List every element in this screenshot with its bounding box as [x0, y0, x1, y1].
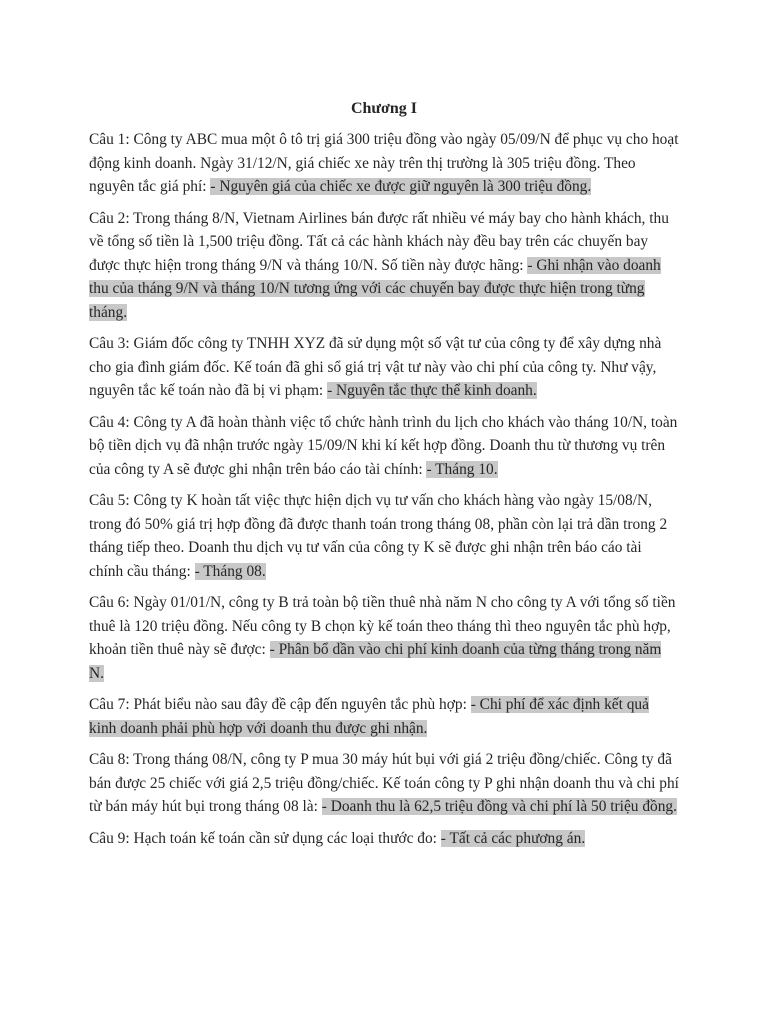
question-text: Câu 5: Công ty K hoàn tất việc thực hiện dịch vụ tư vấn cho khách hàng vào ngày 15/08/N, trong đó 50% giá trị hợp đồng đã được thanh toán trong tháng 08, phần còn lại trả dần trong 2 tháng tiếp theo. Doanh thu dịch vụ tư vấn của công ty K sẽ được ghi nhận trên báo cáo tài chính cầu tháng: — [89, 492, 668, 580]
answer-highlight: - Tất cả các phương án. — [440, 829, 586, 847]
question-text: Câu 2: Trong tháng 8/N, Vietnam Airlines bán được rất nhiều vé máy bay cho hành khách, thu về tổng số tiền là 1,500 triệu đồng. Tất cả các hành khách này đều bay trên các chuyến bay được thực hiện trong tháng 9/N và tháng 10/N. Số tiền này được hãng: — [89, 209, 669, 274]
answer-highlight: - Chi phí để xác định kết quả kinh doanh phải phù hợp với doanh thu được ghi nhận. — [89, 696, 649, 737]
question-1 — [89, 128, 679, 199]
question-5 — [89, 489, 679, 583]
question-7 — [89, 693, 679, 740]
question-6 — [89, 591, 679, 685]
answer-highlight: - Nguyên giá của chiếc xe được giữ nguyên là 300 triệu đồng. — [210, 178, 592, 195]
answer-highlight: - Tháng 08. — [194, 562, 266, 580]
question-text: Câu 1: Công ty ABC mua một ô tô trị giá 300 triệu đồng vào ngày 05/09/N để phục vụ cho hoạt động kinh doanh. Ngày 31/12/N, giá chiếc xe này trên thị trường là 305 triệu đồng. Theo nguyên tắc giá phí: — [89, 131, 679, 195]
question-9 — [89, 827, 679, 851]
question-text: Câu 8: Trong tháng 08/N, công ty P mua 30 máy hút bụi với giá 2 triệu đồng/chiếc. Công ty đã bán được 25 chiếc với giá 2,5 triệu đồng/chiếc. Kế toán công ty P ghi nhận doanh thu và chi phí từ bán máy hút bụi trong tháng 08 là: — [89, 751, 679, 815]
question-list — [89, 128, 679, 858]
question-8 — [89, 748, 679, 819]
answer-highlight: - Tháng 10. — [426, 460, 498, 478]
question-text: Câu 3: Giám đốc công ty TNHH XYZ đã sử dụng một số vật tư của công ty để xây dựng nhà cho gia đình giám đốc. Kế toán đã ghi sổ giá trị vật tư này vào chi phí của công ty. Như vậy, nguyên tắc kế toán nào đã bị vi phạm: — [89, 335, 662, 399]
question-3 — [89, 332, 679, 403]
question-text: Câu 9: Hạch toán kế toán cần sử dụng các loại thước đo: — [89, 829, 441, 847]
question-text: Câu 6: Ngày 01/01/N, công ty B trả toàn bộ tiền thuê nhà năm N cho công ty A với tổng số tiền thuê là 120 triệu đồng. Nếu công ty B chọn kỳ kế toán theo tháng thì theo nguyên tắc phù hợp, khoản tiền thuê này sẽ được: — [89, 594, 676, 658]
answer-highlight: - Nguyên tắc thực thể kinh doanh. — [327, 382, 537, 399]
question-4 — [89, 411, 679, 482]
question-2 — [89, 207, 679, 325]
question-text: Câu 7: Phát biểu nào sau đây đề cập đến nguyên tắc phù hợp: — [89, 696, 471, 713]
answer-highlight: - Doanh thu là 62,5 triệu đồng và chi phí là 50 triệu đồng. — [321, 798, 677, 815]
question-text: Câu 4: Công ty A đã hoàn thành việc tổ chức hành trình du lịch cho khách vào tháng 10/N, toàn bộ tiền dịch vụ đã nhận trước ngày 15/09/N khi kí kết hợp đồng. Doanh thu từ thương vụ trên của công ty A sẽ được ghi nhận trên báo cáo tài chính: — [89, 413, 678, 478]
answer-highlight: - Ghi nhận vào doanh thu của tháng 9/N và tháng 10/N tương ứng với các chuyến bay được thực hiện trong từng tháng. — [89, 256, 661, 321]
chapter-title: Chương I — [350, 100, 418, 117]
answer-highlight: - Phân bổ dần vào chi phí kinh doanh của từng tháng trong năm N. — [89, 641, 662, 682]
